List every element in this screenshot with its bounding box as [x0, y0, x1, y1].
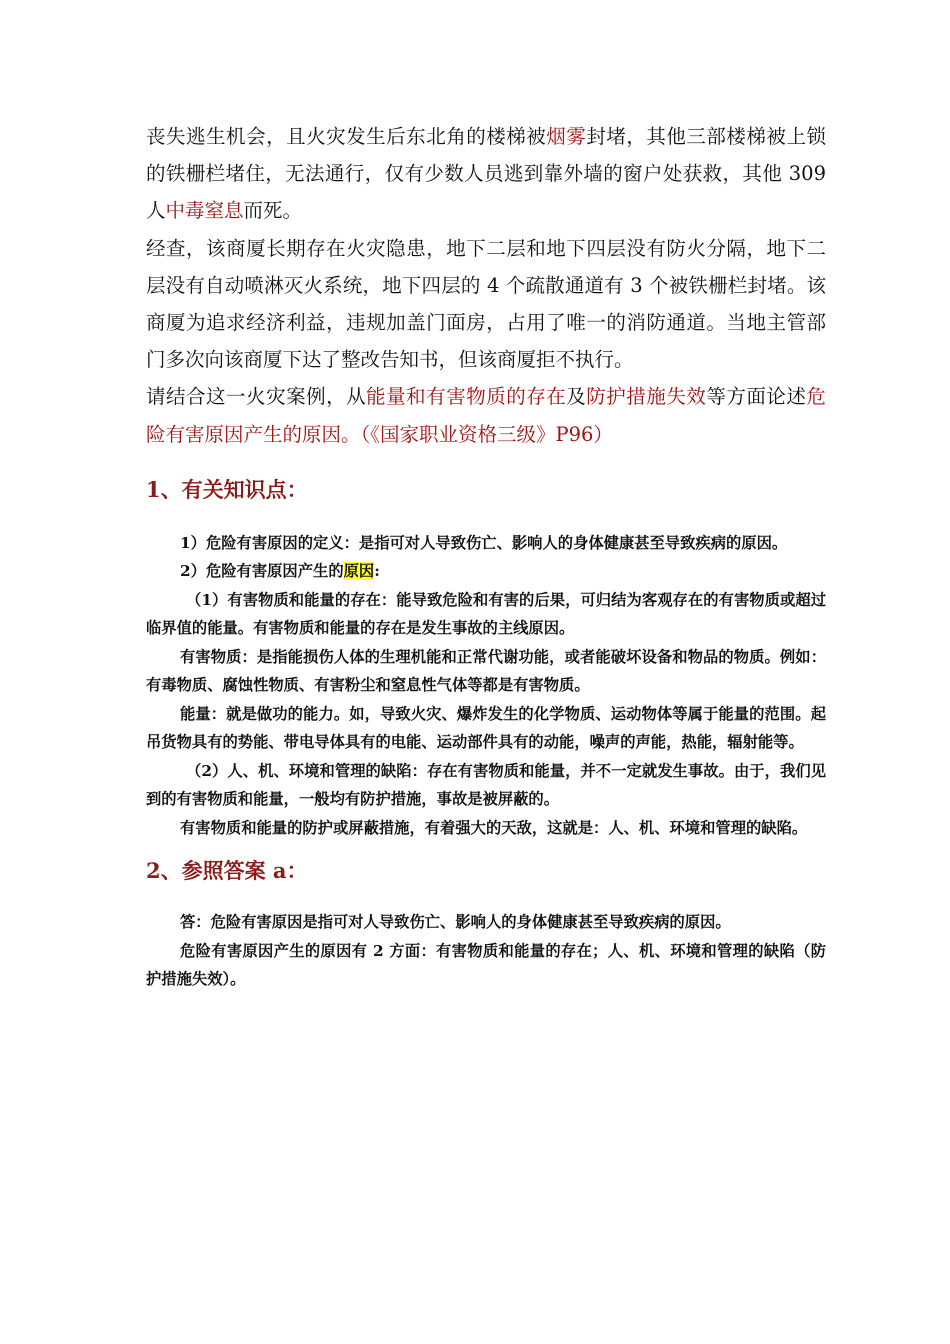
- case-paragraph-2: 经查，该商厦长期存在火灾隐患，地下二层和地下四层没有防火分隔，地下二层没有自动喷淋灭火系统，地下四层的 4 个疏散通道有 3 个被铁栅栏封堵。该商厦为追求经济利益，违规加盖门面房，占用了唯一的消防通道。当地主管部门多次向该商厦下达了整改告知书，但该商厦拒不执行。: [146, 236, 826, 372]
- case-question: [146, 378, 826, 452]
- cause-title-text: 2）危险有害原因产生的: [180, 562, 344, 581]
- knowledge-protection-defect: 有害物质和能量的防护或屏蔽措施，有着强大的天敌，这就是：人、机、环境和管理的缺陷。: [180, 818, 808, 837]
- answer-paragraph-2: 危险有害原因产生的原因有 2 方面：有害物质和能量的存在；人、机、环境和管理的缺陷（防护措施失效）。: [146, 941, 826, 989]
- case-text-segment: 而死。: [243, 199, 303, 223]
- case-text-segment: 丧失逃生机会，且火灾发生后东北角的楼梯被: [146, 125, 547, 148]
- case-text-segment: 封堵，其他三部楼梯被上锁的铁栅栏堵住，无法通行，仅有少数人员逃到靠外墙的窗户处获救，其他 309 人: [146, 125, 826, 223]
- cause-title-colon: :: [374, 562, 380, 581]
- highlight-term-energy: 能量和有害物质的存在: [366, 385, 567, 409]
- knowledge-cause-2: （2）人、机、环境和管理的缺陷：存在有害物质和能量，并不一定就发生事故。由于，我们见到的有害物质和能量，一般均有防护措施，事故是被屏蔽的。: [146, 761, 826, 809]
- case-paragraph-1: [146, 118, 826, 230]
- highlight-term-poisoning: 中毒窒息: [165, 199, 244, 223]
- knowledge-cause-1: （1）有害物质和能量的存在：能导致危险和有害的后果，可归结为客观存在的有害物质或超过临界值的能量。有害物质和能量的存在是发生事故的主线原因。: [146, 590, 826, 638]
- highlight-term-smoke: 烟雾: [546, 125, 587, 148]
- section-heading-answer: 2、参照答案 a：: [146, 858, 308, 884]
- question-text-segment: 及: [566, 385, 587, 409]
- knowledge-energy: 能量：就是做功的能力。如，导致火灾、爆炸发生的化学物质、运动物体等属于能量的范围。起吊货物具有的势能、带电导体具有的电能、运动部件具有的动能，噪声的声能，热能，辐射能等。: [146, 704, 826, 752]
- question-text-segment: 请结合这一火灾案例，从: [146, 385, 367, 409]
- knowledge-cause-title: [146, 557, 826, 586]
- highlighted-word: 原因: [343, 562, 375, 581]
- page-content: [146, 118, 826, 994]
- section-heading-knowledge: 1、有关知识点：: [146, 476, 308, 502]
- highlight-term-protection: 防护措施失效: [586, 385, 707, 409]
- highlight-term-cause-reference: 危险有害原因产生的原因。（《国家职业资格三级》P96）: [146, 385, 826, 446]
- knowledge-harmful-substance: 有害物质：是指能损伤人体的生理机能和正常代谢功能，或者能破坏设备和物品的物质。例如：有毒物质、腐蚀性物质、有害粉尘和窒息性气体等都是有害物质。: [146, 647, 826, 695]
- answer-paragraph-1: 答：危险有害原因是指可对人导致伤亡、影响人的身体健康甚至导致疾病的原因。: [180, 913, 731, 932]
- knowledge-definition: 1）危险有害原因的定义：是指可对人导致伤亡、影响人的身体健康甚至导致疾病的原因。: [180, 533, 788, 552]
- question-text-segment: 等方面论述: [706, 385, 807, 409]
